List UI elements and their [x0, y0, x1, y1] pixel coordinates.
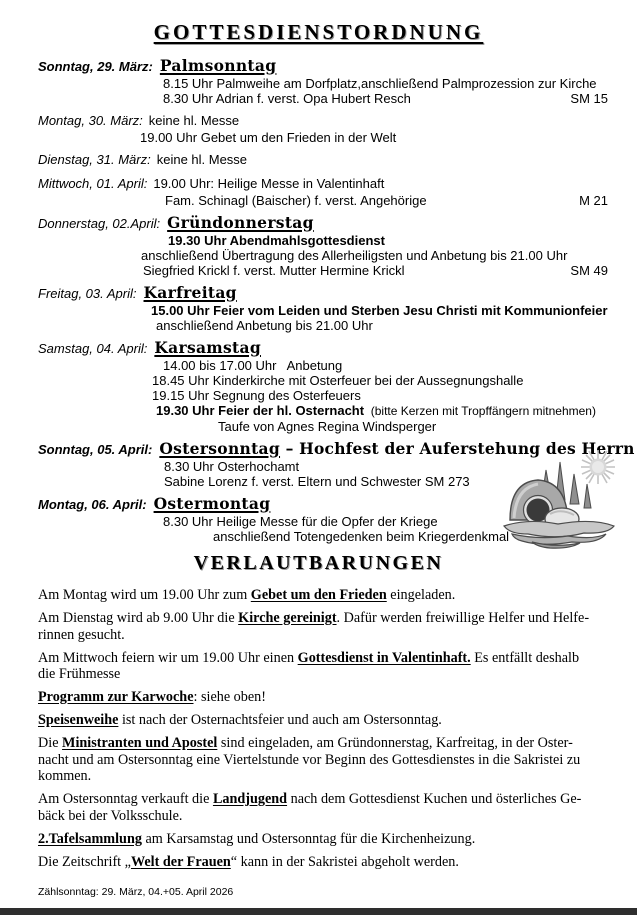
rock-base [504, 521, 614, 548]
schedule-line [163, 358, 637, 373]
entry-date: Montag, 06. April: [38, 497, 147, 512]
entry-date: Freitag, 03. April: [38, 286, 137, 301]
schedule-line-text: 19.00 Uhr Gebet um den Frieden in der Welt [140, 130, 397, 145]
schedule-line-text: 8.30 Uhr Osterhochamt [164, 459, 300, 474]
announcements-section [0, 587, 623, 870]
schedule-line-text: 8.30 Uhr Adrian f. verst. Opa Hubert Resch [163, 91, 411, 106]
mass-intention-code: M 21 [579, 193, 608, 208]
sun-icon [581, 450, 615, 484]
schedule-line-text: anschließend Übertragung des Allerheiligsten und Anbetung bis 21.00 Uhr [141, 248, 568, 263]
schedule-line-text: 15.00 Uhr Feier vom Leiden und Sterben Jesu Christi mit Kommunionfeier [151, 303, 608, 318]
entry-date: Sonntag, 05. April: [38, 442, 153, 457]
announcement-text: eingeladen. [386, 587, 456, 603]
schedule-entry [0, 57, 637, 106]
announcement-keyword: Programm zur Karwoche [38, 689, 194, 705]
schedule-line-text: 19.30 Uhr Feier der hl. Osternacht [156, 403, 365, 418]
announcement-text: Am Montag wird um 19.00 Uhr zum [38, 587, 251, 603]
announcement-paragraph [38, 735, 623, 785]
schedule-line [141, 248, 637, 263]
announcement-keyword: Landjugend [212, 791, 288, 807]
schedule-line [163, 76, 637, 91]
announcement-paragraph [38, 854, 623, 871]
schedule-line-text: anschließend Anbetung bis 21.00 Uhr [156, 318, 373, 333]
schedule-line-text: 8.30 Uhr Heilige Messe für die Opfer der Kriege [163, 514, 438, 529]
day-heading: Karfreitag [143, 283, 237, 302]
schedule-line [152, 388, 637, 403]
announcement-text: Am Mittwoch feiern wir um 19.00 Uhr einen [38, 649, 298, 666]
announcement-text: Die Zeitschrift „ [38, 853, 131, 870]
schedule-entry-head [0, 151, 637, 169]
schedule-line-text: Siegfried Krickl f. verst. Mutter Hermine Krickl [143, 263, 405, 278]
announcement-text: am Karsamstag und Ostersonntag für die Kirchenheizung. [141, 830, 476, 847]
schedule-line [165, 193, 608, 208]
announcement-text: sind eingeladen, am Gründonnerstag, Karfreitag, in der Oster- [217, 735, 573, 751]
entry-inline-note: keine hl. Messe [156, 152, 248, 167]
bottom-window-edge [0, 908, 637, 915]
announcement-text: : siehe oben! [193, 689, 266, 705]
day-heading: Karsamstag [154, 338, 261, 357]
schedule-entry-head [0, 284, 637, 303]
schedule-entry [0, 175, 637, 208]
entry-date: Sonntag, 29. März: [38, 59, 153, 74]
announcement-paragraph [38, 712, 623, 729]
footer-note: Zählsonntag: 29. März, 04.+05. April 2026 [38, 886, 234, 898]
day-heading: Palmsonntag [159, 56, 277, 75]
announcement-keyword: Gebet um den Frieden [250, 587, 387, 603]
schedule-line [152, 373, 637, 388]
announcement-paragraph [38, 610, 623, 643]
announcement-keyword: Gottesdienst in Valentinhaft. [297, 649, 471, 666]
schedule-entry [0, 151, 637, 169]
schedule-entry-head [0, 175, 637, 193]
schedule-line [218, 419, 637, 434]
schedule-line-text: Sabine Lorenz f. verst. Eltern und Schwester SM 273 [164, 474, 470, 489]
entry-date: Mittwoch, 01. April: [38, 176, 148, 191]
entry-date: Montag, 30. März: [38, 113, 143, 128]
announcement-text: Am Dienstag wird ab 9.00 Uhr die [38, 610, 239, 626]
announcement-text: rinnen gesucht. [38, 626, 125, 643]
schedule-line-text: 19.30 Uhr Abendmahlsgottesdienst [168, 233, 385, 248]
schedule-line-text: 8.15 Uhr Palmweihe am Dorfplatz,anschließend Palmprozession zur Kirche [163, 76, 597, 91]
schedule-line-text: 14.00 bis 17.00 Uhr Anbetung [163, 358, 343, 373]
schedule-line [151, 303, 637, 318]
schedule-line [156, 318, 637, 333]
announcement-paragraph [38, 650, 623, 683]
announcement-text: Es entfällt deshalb [470, 649, 580, 666]
announcement-text: bäck bei der Volksschule. [38, 807, 183, 824]
schedule-entry [0, 214, 637, 278]
schedule-entry-head [0, 112, 637, 130]
schedule-line-text: anschließend Totengedenken beim Kriegerdenkmal [213, 529, 510, 544]
page-title: GOTTESDIENSTORDNUNG [153, 20, 484, 44]
schedule-line [140, 130, 637, 145]
announcement-text: ist nach der Osternachtsfeier und auch am Ostersonntag. [118, 712, 442, 728]
announcement-text: Die [38, 735, 63, 751]
schedule-line [143, 263, 608, 278]
schedule-line [168, 233, 637, 248]
entry-inline-note: keine hl. Messe [148, 113, 240, 128]
announcements-title: VERLAUTBARUNGEN [193, 552, 444, 574]
announcement-keyword: Welt der Frauen [130, 853, 231, 870]
announcement-text: Am Ostersonntag verkauft die [38, 791, 213, 807]
announcement-keyword: 2.Tafelsammlung [38, 830, 142, 847]
easter-tomb-clipart [498, 448, 620, 550]
schedule-line [163, 91, 608, 106]
schedule-line-text: 19.15 Uhr Segnung des Osterfeuers [152, 388, 361, 403]
entry-date: Samstag, 04. April: [38, 341, 148, 356]
day-heading-suffix: – Hochfest der Auferstehung des Herrn [280, 439, 635, 458]
schedule-line [156, 403, 637, 419]
schedule-entry-head [0, 57, 637, 76]
announcement-text: . Dafür werden freiwillige Helfer und Helfe- [336, 610, 590, 626]
schedule-line-text: 18.45 Uhr Kinderkirche mit Osterfeuer bei der Aussegnungshalle [152, 373, 524, 388]
announcement-text: die Frühmesse [38, 666, 121, 682]
schedule-entry-head [0, 214, 637, 233]
schedule-entry-head [0, 339, 637, 358]
schedule-line-text: Fam. Schinagl (Baischer) f. verst. Angehörige [165, 193, 427, 208]
announcement-paragraph [38, 587, 623, 604]
announcement-text: “ kann in der Sakristei abgeholt werden. [230, 853, 459, 870]
day-heading: Ostersonntag [159, 439, 281, 458]
announcement-paragraph [38, 831, 623, 848]
announcement-text: nacht und am Ostersonntag eine Viertelstunde vor Beginn des Gottesdienstes in die Sakristei zu [38, 751, 581, 768]
day-heading: Ostermontag [153, 494, 271, 513]
entry-date: Donnerstag, 02.April: [38, 216, 161, 231]
entry-inline-note: 19.00 Uhr: Heilige Messe in Valentinhaft [153, 176, 385, 191]
schedule-entry [0, 284, 637, 333]
mass-intention-code: SM 49 [570, 263, 608, 278]
announcement-keyword: Speisenweihe [38, 712, 119, 728]
announcement-paragraph [38, 791, 623, 824]
schedule-entry [0, 339, 637, 434]
mass-intention-code: SM 15 [570, 91, 608, 106]
announcement-paragraph [38, 689, 623, 706]
schedule-line-suffix: (bitte Kerzen mit Tropffängern mitnehmen) [364, 404, 596, 418]
schedule-line-text: Taufe von Agnes Regina Windsperger [218, 419, 437, 434]
announcement-keyword: Kirche gereinigt [238, 610, 337, 626]
announcement-keyword: Ministranten und Apostel [62, 735, 218, 751]
entry-date: Dienstag, 31. März: [38, 152, 151, 167]
announcement-text: nach dem Gottesdienst Kuchen und österliches Ge- [287, 791, 582, 807]
announcement-text: kommen. [38, 768, 92, 784]
schedule-entry [0, 112, 637, 145]
day-heading: Gründonnerstag [167, 213, 314, 232]
